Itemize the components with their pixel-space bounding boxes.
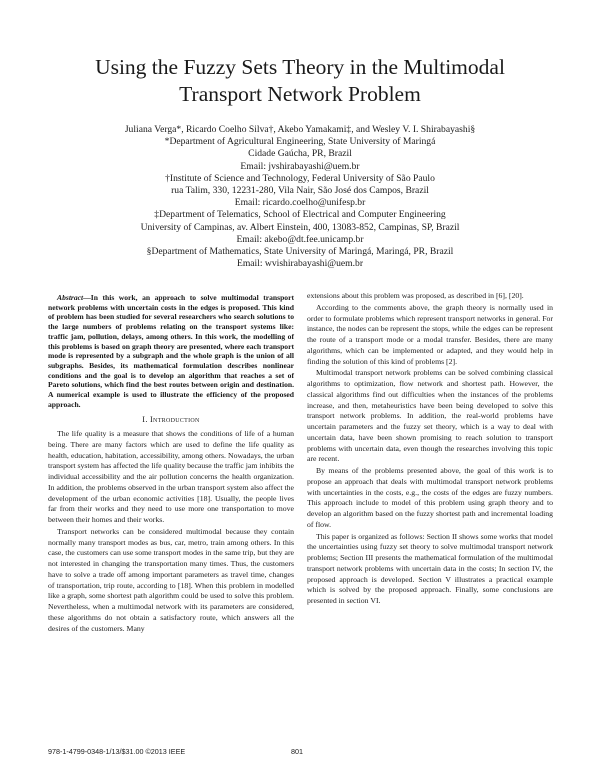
right-column [307,291,553,608]
author-names: Juliana Verga*, Ricardo Coelho Silva†, Akebo Yamakami‡, and Wesley V. I. Shirabayashi§ [124,124,476,135]
author-email: Email: jvshirabayashi@uem.br [240,160,360,172]
affiliation-line: *Department of Agricultural Engineering, State University of Maringá [164,136,436,148]
author-block [40,124,560,270]
body-paragraph: According to the comments above, the graph theory is normally used in order to formulate problems which represent transport networks in general. For instance, the nodes can be represent the stops, while the edges can be represent the route of a transport mode or a modal transfer. Besides, there are many algorithms, which can be implemented or adapted, and they would help in finding the solution of this kind of problems [2]. [307,302,553,366]
author-email: Email: akebo@dt.fee.unicamp.br [236,233,364,245]
body-paragraph: Multimodal transport network problems can be solved combining classical algorithms to optimization, flow network and shortest path. However, the classical algorithms find out difficulties when the instances of the problems increase, and then, metaheuristics have been being developed to solve this transport network problems. In addition, the real-world problems have uncertain parameters and the fuzzy set theory, which is a way to deal with uncertain data, have been shown promising to reach solution to transport problems with uncertain data, even though the researches involving this topic are recent. [307,368,553,464]
page-number: 801 [291,747,303,756]
abstract-label: Abstract [57,293,84,302]
affiliation-line: †Institute of Science and Technology, Federal University of São Paulo [165,172,435,184]
abstract-text: —In this work, an approach to solve multimodal transport network problems with uncertain costs in the edges is proposed. This kind of problem has been studied for several researchers who search solutions to the large numbers of problems relating on the transport systems like: traffic jam, pollution, delays, among others. In this work, the modelling of this problems is based on graph theory are presented, where each transport mode is represented by a subgraph and the whole graph is the union of all subgraphs. Besides, its mathematical formulation describes nonlinear conditions and the goal is to develop an algorithm that reaches a set of Pareto solutions, which find the best routes between origin and destination. A numerical example is used to illustrate the efficiency of the proposed approach. [48,293,294,409]
body-paragraph: The life quality is a measure that shows the conditions of life of a human being. There are many factors which are used to define the life quality as health, education, habitation, accessibility, among others. Nowadays, the urban transport system has affected the life quality because the traffic jam inhibits the individual accessibility and the air pollution concerns the health organization. In addition, the problems observed in the urban transport system also affect the development of the urban economic activities [18]. Usually, the people lives far from their works and they need to use more one transportation to move between their homes and their works. [48,429,294,525]
body-paragraph: extensions about this problem was proposed, as described in [6], [20]. [307,291,524,300]
section-heading [48,415,294,426]
affiliation-line: ‡Department of Telematics, School of Electrical and Computer Engineering [154,209,446,221]
body-paragraph: Transport networks can be considered multimodal because they contain normally many transport modes as bus, car, metro, train among others. In this case, the customers can use some transport modes in the same trip, but they are not interested in changing the transportation many times. Thus, the customers have to solve a trade off among important parameters as travel time, changes of transportation, trip route, according to [18]. When this problem in modelled like a graph, some shortest path algorithm could be used to solve this problem. Nevertheless, when a multimodal network with its parameters are considered, these algorithms do not obtain a satisfactory route, which answers all the desires of the customers. Many [48,526,294,633]
body-paragraph: This paper is organized as follows: Section II shows some works that model the uncertainties using fuzzy set theory to solve multimodal transport network problems; Section III presents the mathematical formulation of the multimodal transport network problems with uncertain data in the costs; In section IV, the proposed approach is developed. Section V illustrates a practical example which is solved by the proposed approach. Finally, some conclusions are presented in section VI. [307,531,553,605]
title-line-1: Using the Fuzzy Sets Theory in the Multimodal [95,55,505,79]
affiliation-line: Cidade Gaúcha, PR, Brazil [248,148,352,160]
affiliation-line: University of Campinas, av. Albert Einstein, 400, 13083-852, Campinas, SP, Brazil [140,221,460,233]
title-line-2: Transport Network Problem [179,82,421,106]
author-email: Email: ricardo.coelho@unifesp.br [234,197,366,209]
paper-title [40,54,560,108]
author-email: Email: wvishirabayashi@uem.br [236,258,364,270]
abstract [48,293,294,409]
affiliation-line: rua Talim, 330, 12231-280, Vila Nair, São José dos Campos, Brazil [171,185,429,197]
affiliation-line: §Department of Mathematics, State University of Maringá, Maringá, PR, Brazil [146,246,454,258]
section-number: I. [142,415,148,425]
body-paragraph: By means of the problems presented above, the goal of this work is to propose an approach that deals with multimodal transport network problems with uncertainties in the costs, e.g., the costs of the edges are fuzzy numbers. This approach include to model of this problem using graph theory and to develop an algorithm based on the fuzzy shortest path and incremental loading of flow. [307,466,553,529]
section-title: Introduction [150,415,200,425]
footer-copyright: 978-1-4799-0348-1/13/$31.00 ©2013 IEEE [48,747,186,756]
left-column [48,293,294,635]
